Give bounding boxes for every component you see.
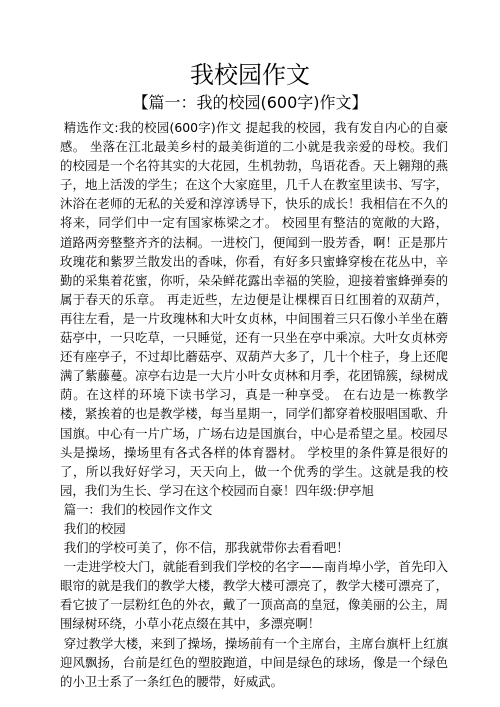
document-subtitle: 【篇一：我的校园(600字)作文】 — [132, 93, 368, 112]
paragraph-4: 穿过教学大楼，来到了操场，操场前有一个主席台，主席台旗杆上红旗迎风飘扬，台前是红色的塑胶跑道，中间是绿色的球场，像是一个绿色的小卫士系了一条红色的腰带，好威武。 — [60, 635, 448, 689]
section-heading: 篇一：我们的校园作文作文 — [63, 501, 213, 517]
document-title: 我校园作文 — [190, 61, 310, 89]
paragraph-3: 一走进学校大门，就能看到我们学校的名字——南肖埠小学，首先印入眼帘的就是我们的教学大楼，教学大楼可漂亮了，教学大楼可漂亮了，看它披了一层粉红色的外衣，戴了一顶高高的皇冠，像美丽的公主，周围绿树环绕，小草小花点缀在其中，多漂亮啊！ — [60, 559, 448, 632]
document-body — [60, 118, 448, 691]
paragraph-2: 我们的学校可美了，你不信，那我就带你去看看吧！ — [63, 540, 349, 556]
paragraph-1: 精选作文:我的校园(600字)作文 提起我的校园，我有发自内心的自豪感。 坐落在江北最美乡村的最美街道的二小就是我亲爱的母校。我们的校园是一个名符其实的大花园，生机勃勃，鸟语花香。天上翱翔的燕子，地上活泼的学生；在这个大家庭里，几千人在教室里读书、写字，沐浴在老师的无私的关爱和淳淳诱导下，快乐的成长！我相信在不久的将来，同学们中一定有国家栋梁之才。 校园里有整洁的宽敞的大路，道路两旁整整齐齐的法桐。一进校门，便闻到一股芳香，啊！正是那片玫瑰花和紫罗兰散发出的香味，你看，有好多只蜜蜂穿梭在花丛中，辛勤的采集着花蜜，你听，朵朵鲜花露出幸福的笑脸，迎接着蜜蜂弹奏的属于春天的乐章。 再走近些，左边便是让棵棵百日红围着的双葫芦，再往左看，是一片玫瑰林和大叶女贞林，中间围着三只石像小羊坐在蘑菇亭中，一只吃草，一只睡觉，还有一只坐在亭中乘凉。大叶女贞林旁还有座亭子，不过却比蘑菇亭、双葫芦大多了，几十个柱子，身上还爬满了紫藤蔓。凉亭右边是一大片小叶女贞林和月季，花团锦簇，绿树成荫。在这样的环境下读书学习，真是一种享受。 在右边是一栋教学楼，紧挨着的也是教学楼，每当星期一，同学们都穿着校服唱国歌、升国旗。中心有一片广场，广场右边是国旗台，中心是希望之星。校园尽头是操场，操场里有各式各样的体育器材。 学校里的条件算是很好的了，所以我好好学习，天天向上，做一个优秀的学生。这就是我的校园，我们为生长、学习在这个校园而自豪！四年级:伊亭旭 — [60, 120, 448, 498]
essay-title: 我们的校园 — [63, 520, 126, 536]
